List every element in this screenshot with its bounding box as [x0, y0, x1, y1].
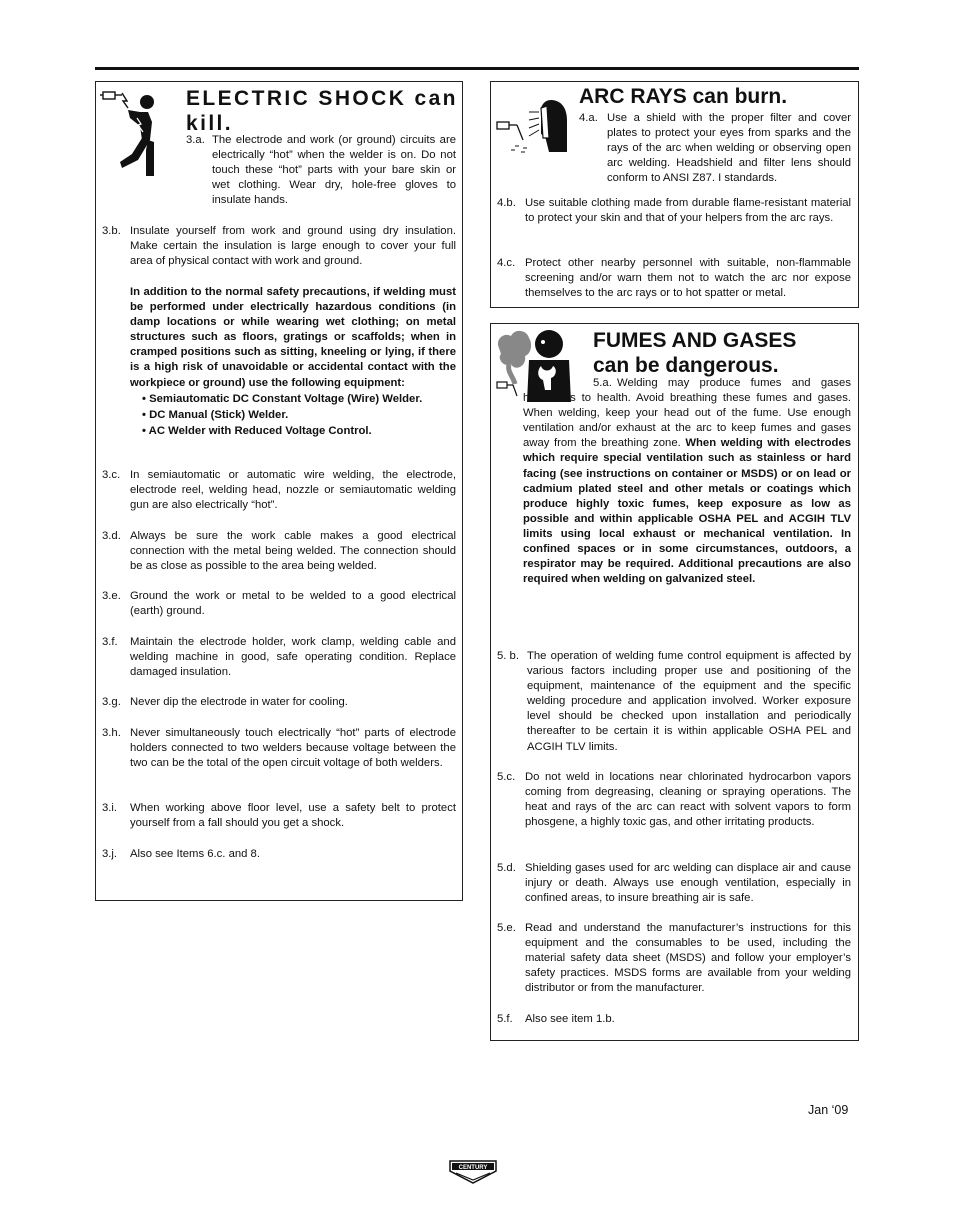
item-text: Maintain the electrode holder, work clamp, welding cable and welding machine in good, safe operating condition. Replace damaged insulation. — [130, 636, 456, 679]
item-number: 3.g. — [102, 696, 121, 708]
century-logo — [448, 1159, 498, 1185]
item-number: 5.e. — [497, 922, 516, 934]
item-text: Protect other nearby personnel with suitable, non-flammable screening and/or warn them not to watch the arc nor expose themselves to the arc rays or to hot spatter or metal. — [525, 257, 851, 300]
item-number: 3.e. — [102, 590, 121, 602]
item-text: Ground the work or metal to be welded to a good electrical (earth) ground. — [130, 590, 456, 618]
item-number: 5.c. — [497, 771, 516, 783]
item-3f — [102, 635, 456, 680]
revision-date: Jan ‘09 — [808, 1103, 849, 1117]
list-item: • AC Welder with Reduced Voltage Control. — [142, 424, 372, 437]
item-number: 5.d. — [497, 862, 516, 874]
item-number: 3.f. — [102, 636, 118, 648]
item-number: 3.b. — [102, 225, 121, 237]
item-number: 3.a. — [186, 134, 205, 146]
electric-shock-icon — [100, 88, 172, 180]
item-text: The operation of welding fume control equipment is affected by various factors including proper use and positioning of the equipment, maintenance of the equipment and the specific welding procedure and application involved. Worker exposure level should be checked upon installation and periodically thereafter to be certain it is within applicable OSHA PEL and ACGIH TLV limits. — [527, 650, 851, 753]
item-number: 3.d. — [102, 530, 121, 542]
item-text: Use suitable clothing made from durable flame-resistant material to protect your skin and that of your helpers from the arc rays. — [525, 197, 851, 225]
item-3g — [102, 695, 456, 710]
item-number: 3.i. — [102, 802, 118, 814]
welding-helmet-icon — [495, 96, 569, 154]
arc-rays-panel — [490, 81, 859, 308]
top-rule — [95, 67, 859, 70]
item-3e — [102, 589, 456, 619]
item-number: 3.j. — [102, 848, 118, 860]
list-item: • DC Manual (Stick) Welder. — [142, 408, 289, 421]
item-text: Read and understand the manufacturer’s instructions for this equipment and the consumables to be used, including the material safety data sheet (MSDS) and follow your employer’s safety practices. MSDS forms are available from your welding distributor or from the manufacturer. — [525, 922, 851, 995]
item-number: 5. b. — [497, 650, 519, 662]
item-3j — [102, 847, 456, 862]
item-number: 4.b. — [497, 197, 516, 209]
fumes-gases-title — [593, 328, 796, 378]
logo-text: CENTURY — [458, 1165, 488, 1171]
item-text: Always be sure the work cable makes a good electrical connection with the metal being welded. The connection should be as close as possible to the area being welded. — [130, 530, 456, 573]
item-number: 4.a. — [579, 112, 598, 124]
item-number: 3.h. — [102, 727, 121, 739]
item-text: Do not weld in locations near chlorinated hydrocarbon vapors coming from degreasing, cleaning or spraying operations. The heat and rays of the arc can react with solvent vapors to form phosgene, a highly toxic gas, and other irritating products. — [525, 771, 851, 829]
item-text: Shielding gases used for arc welding can displace air and cause injury or death. Always use enough ventilation, especially in confined areas, to insure breathing air is safe. — [525, 862, 851, 905]
fumes-title-line2: can be dangerous. — [593, 354, 779, 377]
electric-shock-title: ELECTRIC SHOCK can kill. — [186, 87, 458, 135]
item-text: Use a shield with the proper filter and cover plates to protect your eyes from sparks and the rays of the arc when welding or observing open arc welding. Headshield and filter lens should conform to ANSI Z87. I standards. — [607, 112, 851, 185]
item-text: When working above floor level, use a safety belt to protect yourself from a fall should you get a shock. — [130, 802, 456, 830]
item-5b — [497, 649, 851, 755]
item-text: The electrode and work (or ground) circuits are electrically “hot” when the welder is on. Do not touch these “hot” parts with your bare skin or wet clothing. Wear dry, hole-free gloves to insulate hands. — [212, 134, 456, 207]
item-text: Also see item 1.b. — [525, 1013, 615, 1025]
electric-shock-panel — [95, 81, 463, 901]
item-4b — [497, 196, 851, 226]
item-text: Welding may produce fumes and gases hazardous to health. Avoid breathing these fumes and gases. When welding, keep your head out of the fume. Use enough ventilation and/or exhaust at the arc to keep fumes and gases away from the breathing zone. — [523, 377, 851, 450]
item-number: 5.f. — [497, 1013, 513, 1025]
arc-rays-title: ARC RAYS can burn. — [579, 85, 788, 108]
item-number: 4.c. — [497, 257, 516, 269]
fumes-gases-panel — [490, 323, 859, 1041]
item-5f — [497, 1012, 851, 1027]
item-5a-bold: When welding with electrodes which require special ventilation such as stainless or hard facing (see instructions on container or MSDS) or on lead or cadmium plated steel and other metals or coatings which produce highly toxic fumes, keep exposure as low as possible and within applicable OSHA PEL and ACGIH TLV limits using local exhaust or mechanical ventilation. In confined spaces or in some circumstances, outdoors, a respirator may be required. Additional precautions are also required when welding on galvanized steel. — [523, 437, 852, 586]
item-text: Never dip the electrode in water for cooling. — [130, 696, 348, 708]
item-3i — [102, 801, 456, 831]
item-4c — [497, 256, 851, 301]
item-number: 3.c. — [102, 469, 121, 481]
item-3h — [102, 726, 456, 771]
item-text: Insulate yourself from work and ground using dry insulation. Make certain the insulation is large enough to cover your full area of physical contact with work and ground. — [130, 225, 456, 268]
item-3a — [186, 133, 456, 208]
bold-note-block — [130, 285, 456, 439]
list-item: • Semiautomatic DC Constant Voltage (Wire) Welder. — [142, 392, 423, 405]
fumes-title-line1: FUMES AND GASES — [593, 329, 797, 352]
item-3d — [102, 529, 456, 574]
bold-note: In addition to the normal safety precautions, if welding must be performed under electrically hazardous conditions (in damp locations or while wearing wet clothing; on metal structures such as floors, gratings or scaffolds; when in cramped positions such as sitting, kneeling or lying, if there is a high risk of unavoidable or accidental contact with the workpiece or ground) use the following equipment: — [130, 286, 456, 389]
item-5c — [497, 770, 851, 830]
item-text: Never simultaneously touch electrically “hot” parts of electrode holders connected to two welders because voltage between the two can be the total of the open circuit voltage of both welders. — [130, 727, 456, 770]
item-3c — [102, 468, 456, 513]
item-5a-block — [523, 376, 851, 587]
item-text: Also see Items 6.c. and 8. — [130, 848, 260, 860]
item-5a — [523, 376, 851, 587]
item-5e — [497, 921, 851, 996]
equipment-list — [130, 391, 456, 439]
item-5d — [497, 861, 851, 906]
item-4a — [579, 111, 851, 186]
item-text: In semiautomatic or automatic wire welding, the electrode, electrode reel, welding head, nozzle or semiautomatic welding gun are also electrically “hot”. — [130, 469, 456, 512]
item-number: 5.a. — [593, 377, 612, 389]
item-3b — [102, 224, 456, 269]
